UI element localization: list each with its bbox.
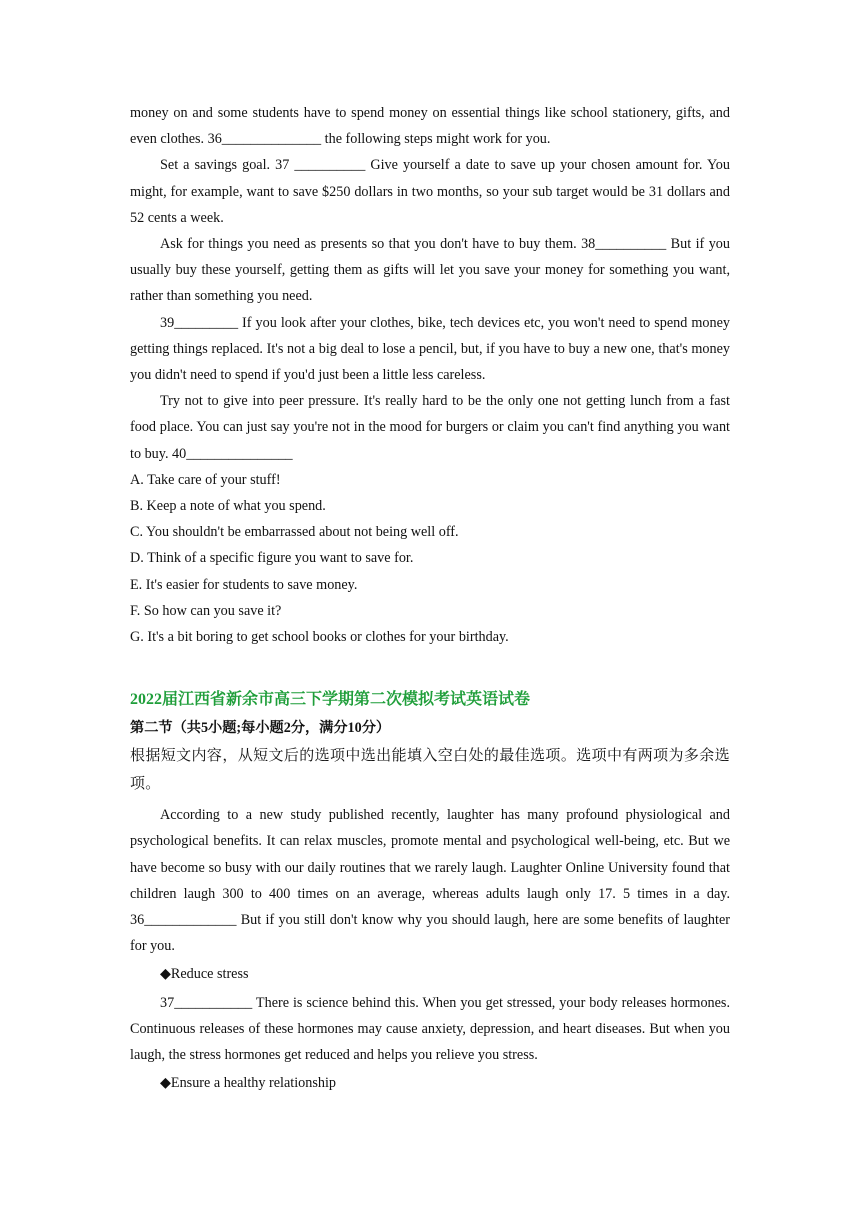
section-heading: 第二节（共5小题;每小题2分，满分10分） [130,720,391,737]
option-f: F. So how can you save it? [130,602,282,619]
option-e: E. It's easier for students to save money. [130,576,358,593]
option-g: G. It's a bit boring to get school books or clothes for your birthday. [130,629,509,646]
passage2-paragraph-2: 37___________ There is science behind this. When you get stressed, your body releases hormones. Continuous releases of these hormones may cause anxiety, depression, and heart diseases. But when you laugh, the stress hormones get reduced and helps you relieve you stress. [130,994,730,1064]
instructions: 根据短文内容，从短文后的选项中选出能填入空白处的最佳选项。选项中有两项为多余选项。 [130,748,730,793]
bullet-reduce-stress: ◆Reduce stress [160,966,249,983]
passage1-paragraph-2: Set a savings goal. 37 __________ Give yourself a date to save up your chosen amount for. You might, for example, want to save $250 dollars in two months, so your sub target would be 31 dollars and 52 cents a week. [130,157,730,226]
bullet-healthy-relationship: ◆Ensure a healthy relationship [160,1075,336,1092]
option-b: B. Keep a note of what you spend. [130,498,326,515]
option-a: A. Take care of your stuff! [130,471,281,488]
options-list [130,467,730,650]
passage1-paragraph-3: Ask for things you need as presents so that you don't have to buy them. 38__________ But if you usually buy these yourself, getting them as gifts will let you save your money for something you want, rather than something you need. [130,236,730,305]
option-d: D. Think of a specific figure you want to save for. [130,550,414,567]
exam-title: 2022届江西省新余市高三下学期第二次模拟考试英语试卷 [130,691,531,709]
passage1-paragraph-1: money on and some students have to spend money on essential things like school stationery, gifts, and even clothes. 36______________ the following steps might work for you. [130,105,730,148]
option-c: C. You shouldn't be embarrassed about not being well off. [130,524,459,541]
passage1-paragraph-5: Try not to give into peer pressure. It's really hard to be the only one not getting lunch from a fast food place. You can just say you're not in the mood for burgers or claim you can't find anything you want to buy. 40_______________ [130,393,730,462]
passage1-paragraph-4: 39_________ If you look after your clothes, bike, tech devices etc, you won't need to spend money getting things replaced. It's not a big deal to lose a pencil, but, if you have to buy a new one, that's money you didn't need to spend if you'd just been a little less careless. [130,314,730,384]
passage2-paragraph-1: According to a new study published recently, laughter has many profound physiological and psychological benefits. It can relax muscles, promote mental and psychological well-being, etc. But we have become so busy with our daily routines that we rarely laugh. Laughter Online University found that children laugh 300 to 400 times on an average, whereas adults laugh only 17. 5 times in a day. 36_____________ But if you still don't know why you should laugh, here are some benefits of laughter for you. [130,807,730,955]
document-page [130,100,730,1099]
